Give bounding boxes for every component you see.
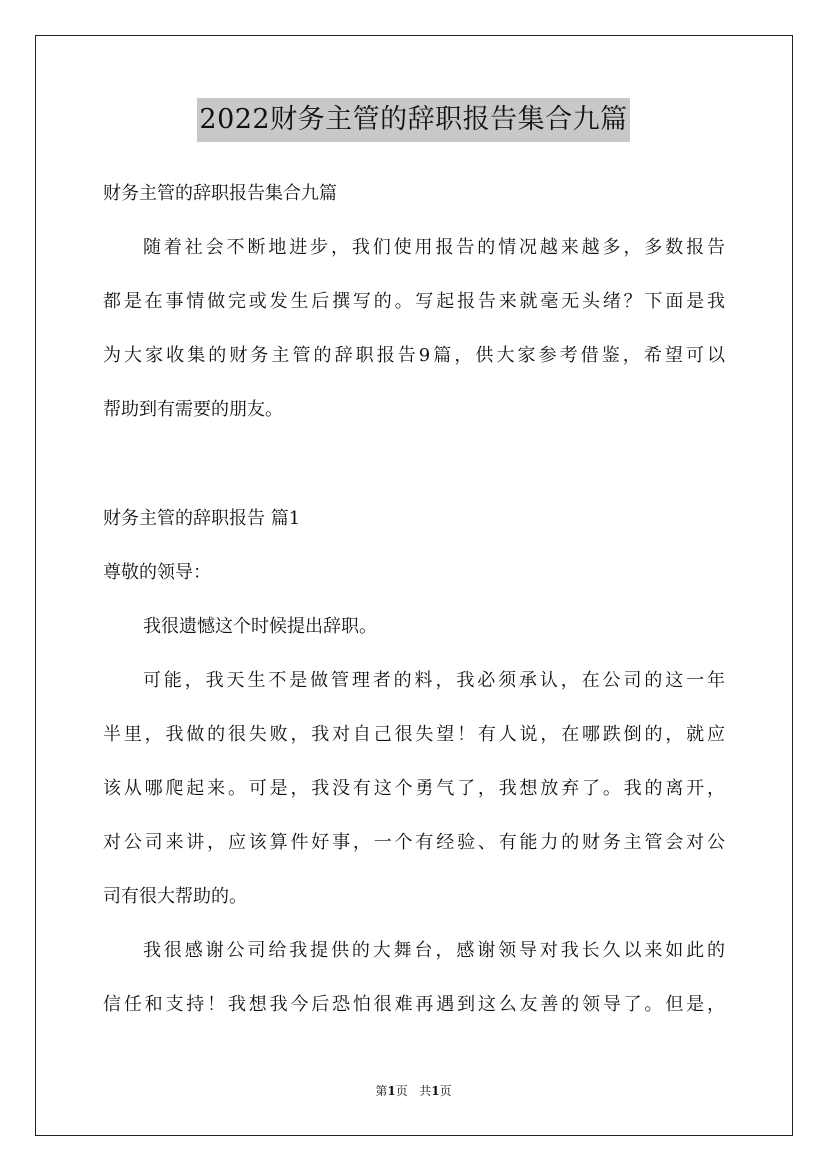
page-footer [0, 1082, 827, 1100]
document-subtitle: 财务主管的辞职报告集合九篇 [103, 183, 337, 204]
total-label: 共 [419, 1084, 432, 1098]
page-unit: 页 [395, 1084, 408, 1098]
page-label: 第 [375, 1084, 388, 1098]
salutation: 尊敬的领导： [103, 562, 211, 583]
intro-line-1: 随着社会不断地进步，我们使用报告的情况越来越多，多数报告 [143, 237, 725, 258]
paragraph-2-line-4: 对公司来讲，应该算件好事，一个有经验、有能力的财务主管会对公 [103, 832, 725, 853]
intro-line-4: 帮助到有需要的朋友。 [103, 399, 283, 420]
paragraph-2-line-1: 可能，我天生不是做管理者的料，我必须承认，在公司的这一年 [143, 670, 725, 691]
paragraph-1: 我很遗憾这个时候提出辞职。 [143, 616, 377, 637]
paragraph-3-line-1: 我很感谢公司给我提供的大舞台，感谢领导对我长久以来如此的 [143, 940, 725, 961]
intro-line-3: 为大家收集的财务主管的辞职报告9篇，供大家参考借鉴，希望可以 [103, 345, 725, 366]
document-title: 2022财务主管的辞职报告集合九篇 [197, 98, 629, 142]
section-heading: 财务主管的辞职报告 篇1 [103, 508, 301, 529]
paragraph-2-line-2: 半里，我做的很失败，我对自己很失望！有人说，在哪跌倒的，就应 [103, 724, 725, 745]
intro-line-2: 都是在事情做完或发生后撰写的。写起报告来就毫无头绪？下面是我 [103, 291, 725, 312]
page-number: 1 [387, 1084, 396, 1098]
total-pages: 1 [431, 1084, 440, 1098]
paragraph-3-line-2: 信任和支持！我想我今后恐怕很难再遇到这么友善的领导了。但是， [103, 994, 725, 1015]
title-container [0, 98, 827, 142]
paragraph-2-line-5: 司有很大帮助的。 [103, 886, 247, 907]
paragraph-2-line-3: 该从哪爬起来。可是，我没有这个勇气了，我想放弃了。我的离开， [103, 778, 725, 799]
total-unit: 页 [439, 1084, 452, 1098]
